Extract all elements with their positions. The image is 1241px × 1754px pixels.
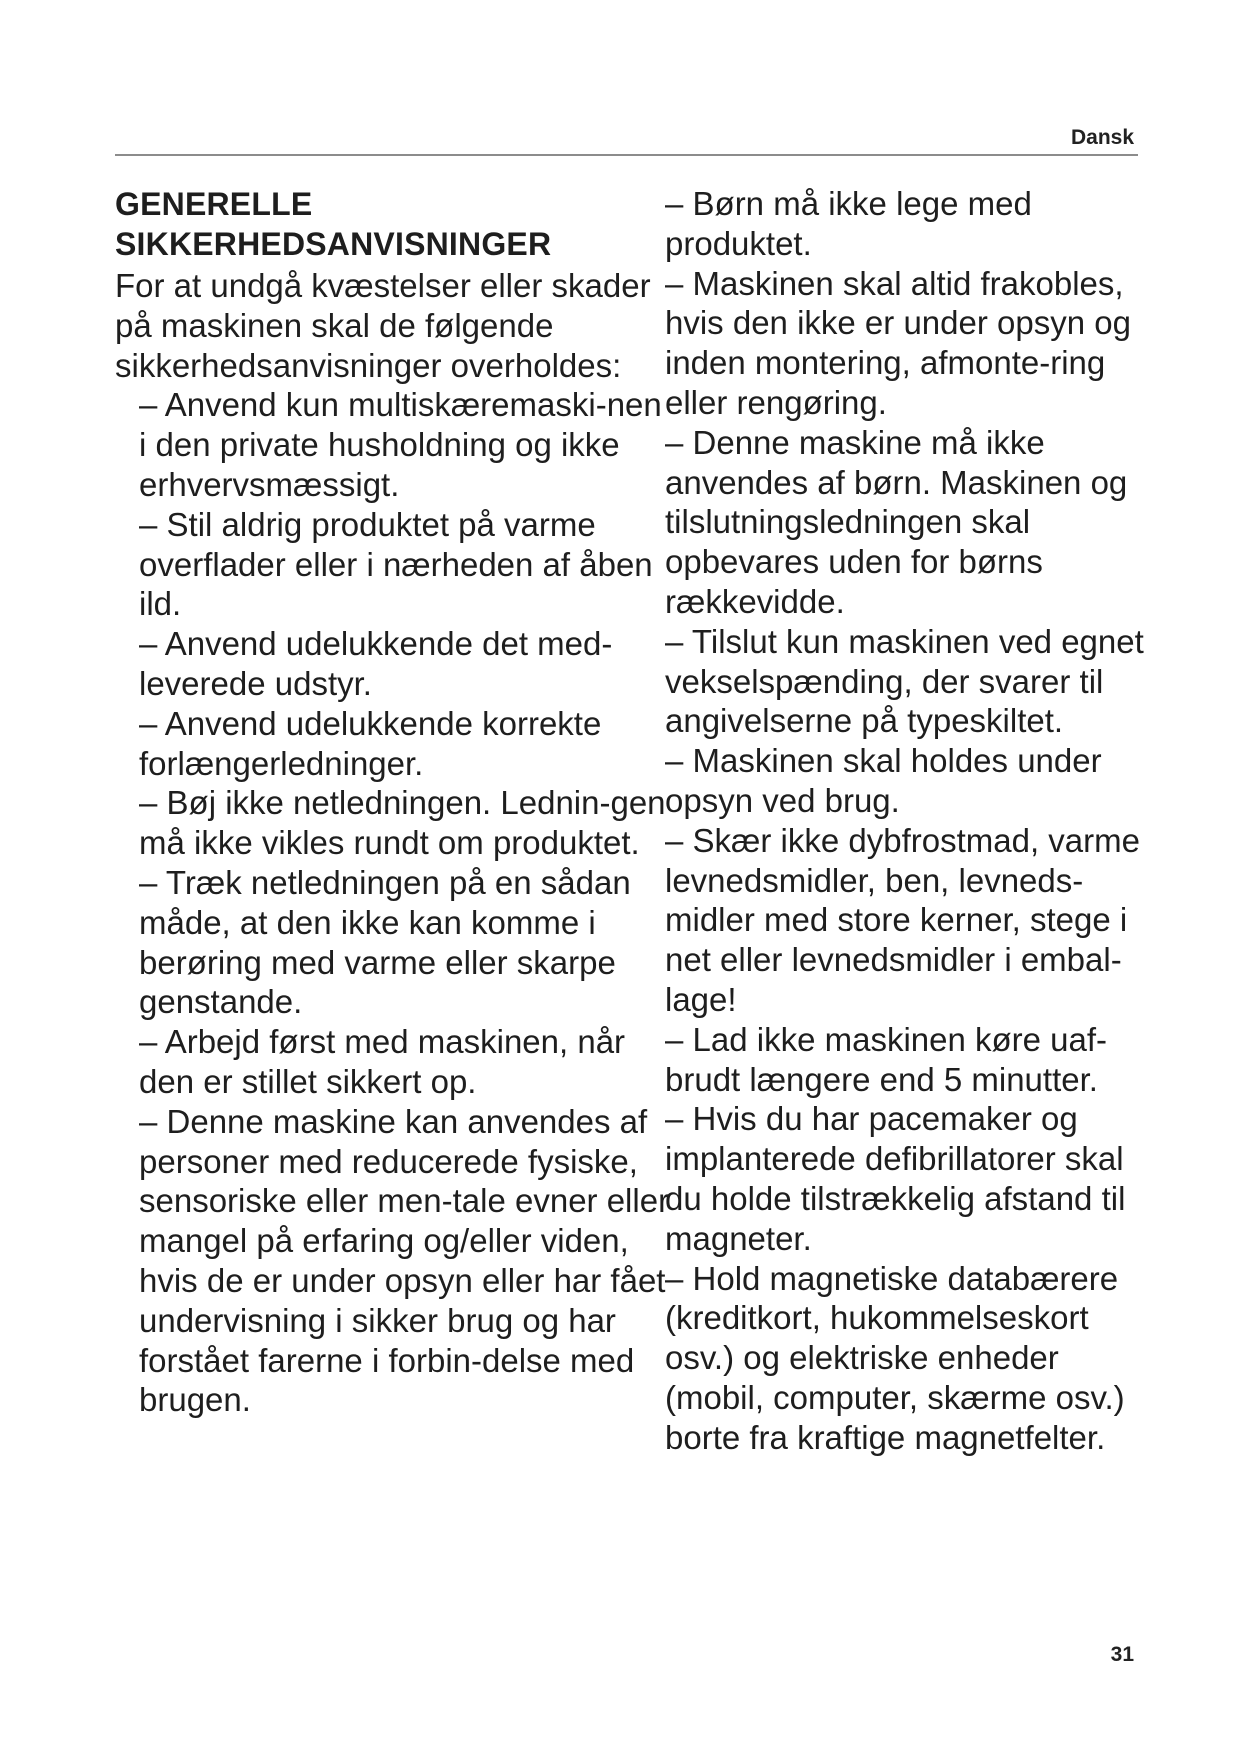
safety-item: – Hvis du har pacemaker og implanterede defibrillatorer skal du holde tilstrækkelig afstand til magneter. <box>665 1100 1126 1257</box>
safety-item: – Børn må ikke lege med produktet. <box>665 185 1032 262</box>
safety-item: – Anvend kun multiskæremaski-nen i den private husholdning og ikke erhvervsmæssigt. <box>139 386 662 503</box>
page-number: 31 <box>1110 1643 1134 1666</box>
section-heading-line1: GENERELLE <box>115 186 313 222</box>
intro-paragraph: For at undgå kvæstelser eller skader på maskinen skal de følgende sikkerhedsanvisninger overholdes: <box>115 267 651 384</box>
safety-item: – Maskinen skal holdes under opsyn ved brug. <box>665 742 1102 819</box>
section-heading <box>115 184 675 264</box>
safety-item: – Anvend udelukkende korrekte forlængerledninger. <box>139 704 602 782</box>
header-language-label: Dansk <box>1070 126 1134 149</box>
safety-item: – Træk netledningen på en sådan måde, at den ikke kan komme i berøring med varme eller skarpe genstande. <box>139 863 631 1021</box>
safety-item: – Denne maskine må ikke anvendes af børn. Maskinen og tilslutningsledningen skal opbevares uden for børns rækkevidde. <box>665 423 1128 620</box>
safety-item: – Anvend udelukkende det med-leverede udstyr. <box>139 625 613 702</box>
safety-item: – Skær ikke dybfrostmad, varme levnedsmidler, ben, levneds-midler med store kerner, stege i net eller levnedsmidler i embal-lage! <box>665 821 1140 1018</box>
safety-item: – Hold magnetiske databærere (kreditkort, hukommelseskort osv.) og elektriske enheder (mobil, computer, skærme osv.) borte fra kraftige magnetfelter. <box>665 1259 1125 1456</box>
safety-item: – Stil aldrig produktet på varme overflader eller i nærheden af åben ild. <box>139 505 653 623</box>
safety-item: – Tilslut kun maskinen ved egnet vekselspænding, der svarer til angivelserne på typeskiltet. <box>665 622 1144 740</box>
right-column <box>665 184 1165 1458</box>
safety-item: – Bøj ikke netledningen. Lednin-gen må ikke vikles rundt om produktet. <box>139 784 666 862</box>
safety-item: – Denne maskine kan anvendes af personer med reducerede fysiske, sensoriske eller men-tale evner eller mangel på erfaring og/eller viden, hvis de er under opsyn eller har fået undervisning i sikker brug og har forstået farerne i forbin-delse med brugen. <box>139 1102 670 1419</box>
safety-item: – Lad ikke maskinen køre uaf-brudt længere end 5 minutter. <box>665 1020 1108 1098</box>
header-divider <box>115 154 1138 156</box>
section-heading-line2: SIKKERHEDSANVISNINGER <box>115 226 552 262</box>
left-column <box>115 184 675 1420</box>
safety-item: – Maskinen skal altid frakobles, hvis den ikke er under opsyn og inden montering, afmonte-ring eller rengøring. <box>665 264 1131 421</box>
safety-item: – Arbejd først med maskinen, når den er stillet sikkert op. <box>139 1023 626 1100</box>
